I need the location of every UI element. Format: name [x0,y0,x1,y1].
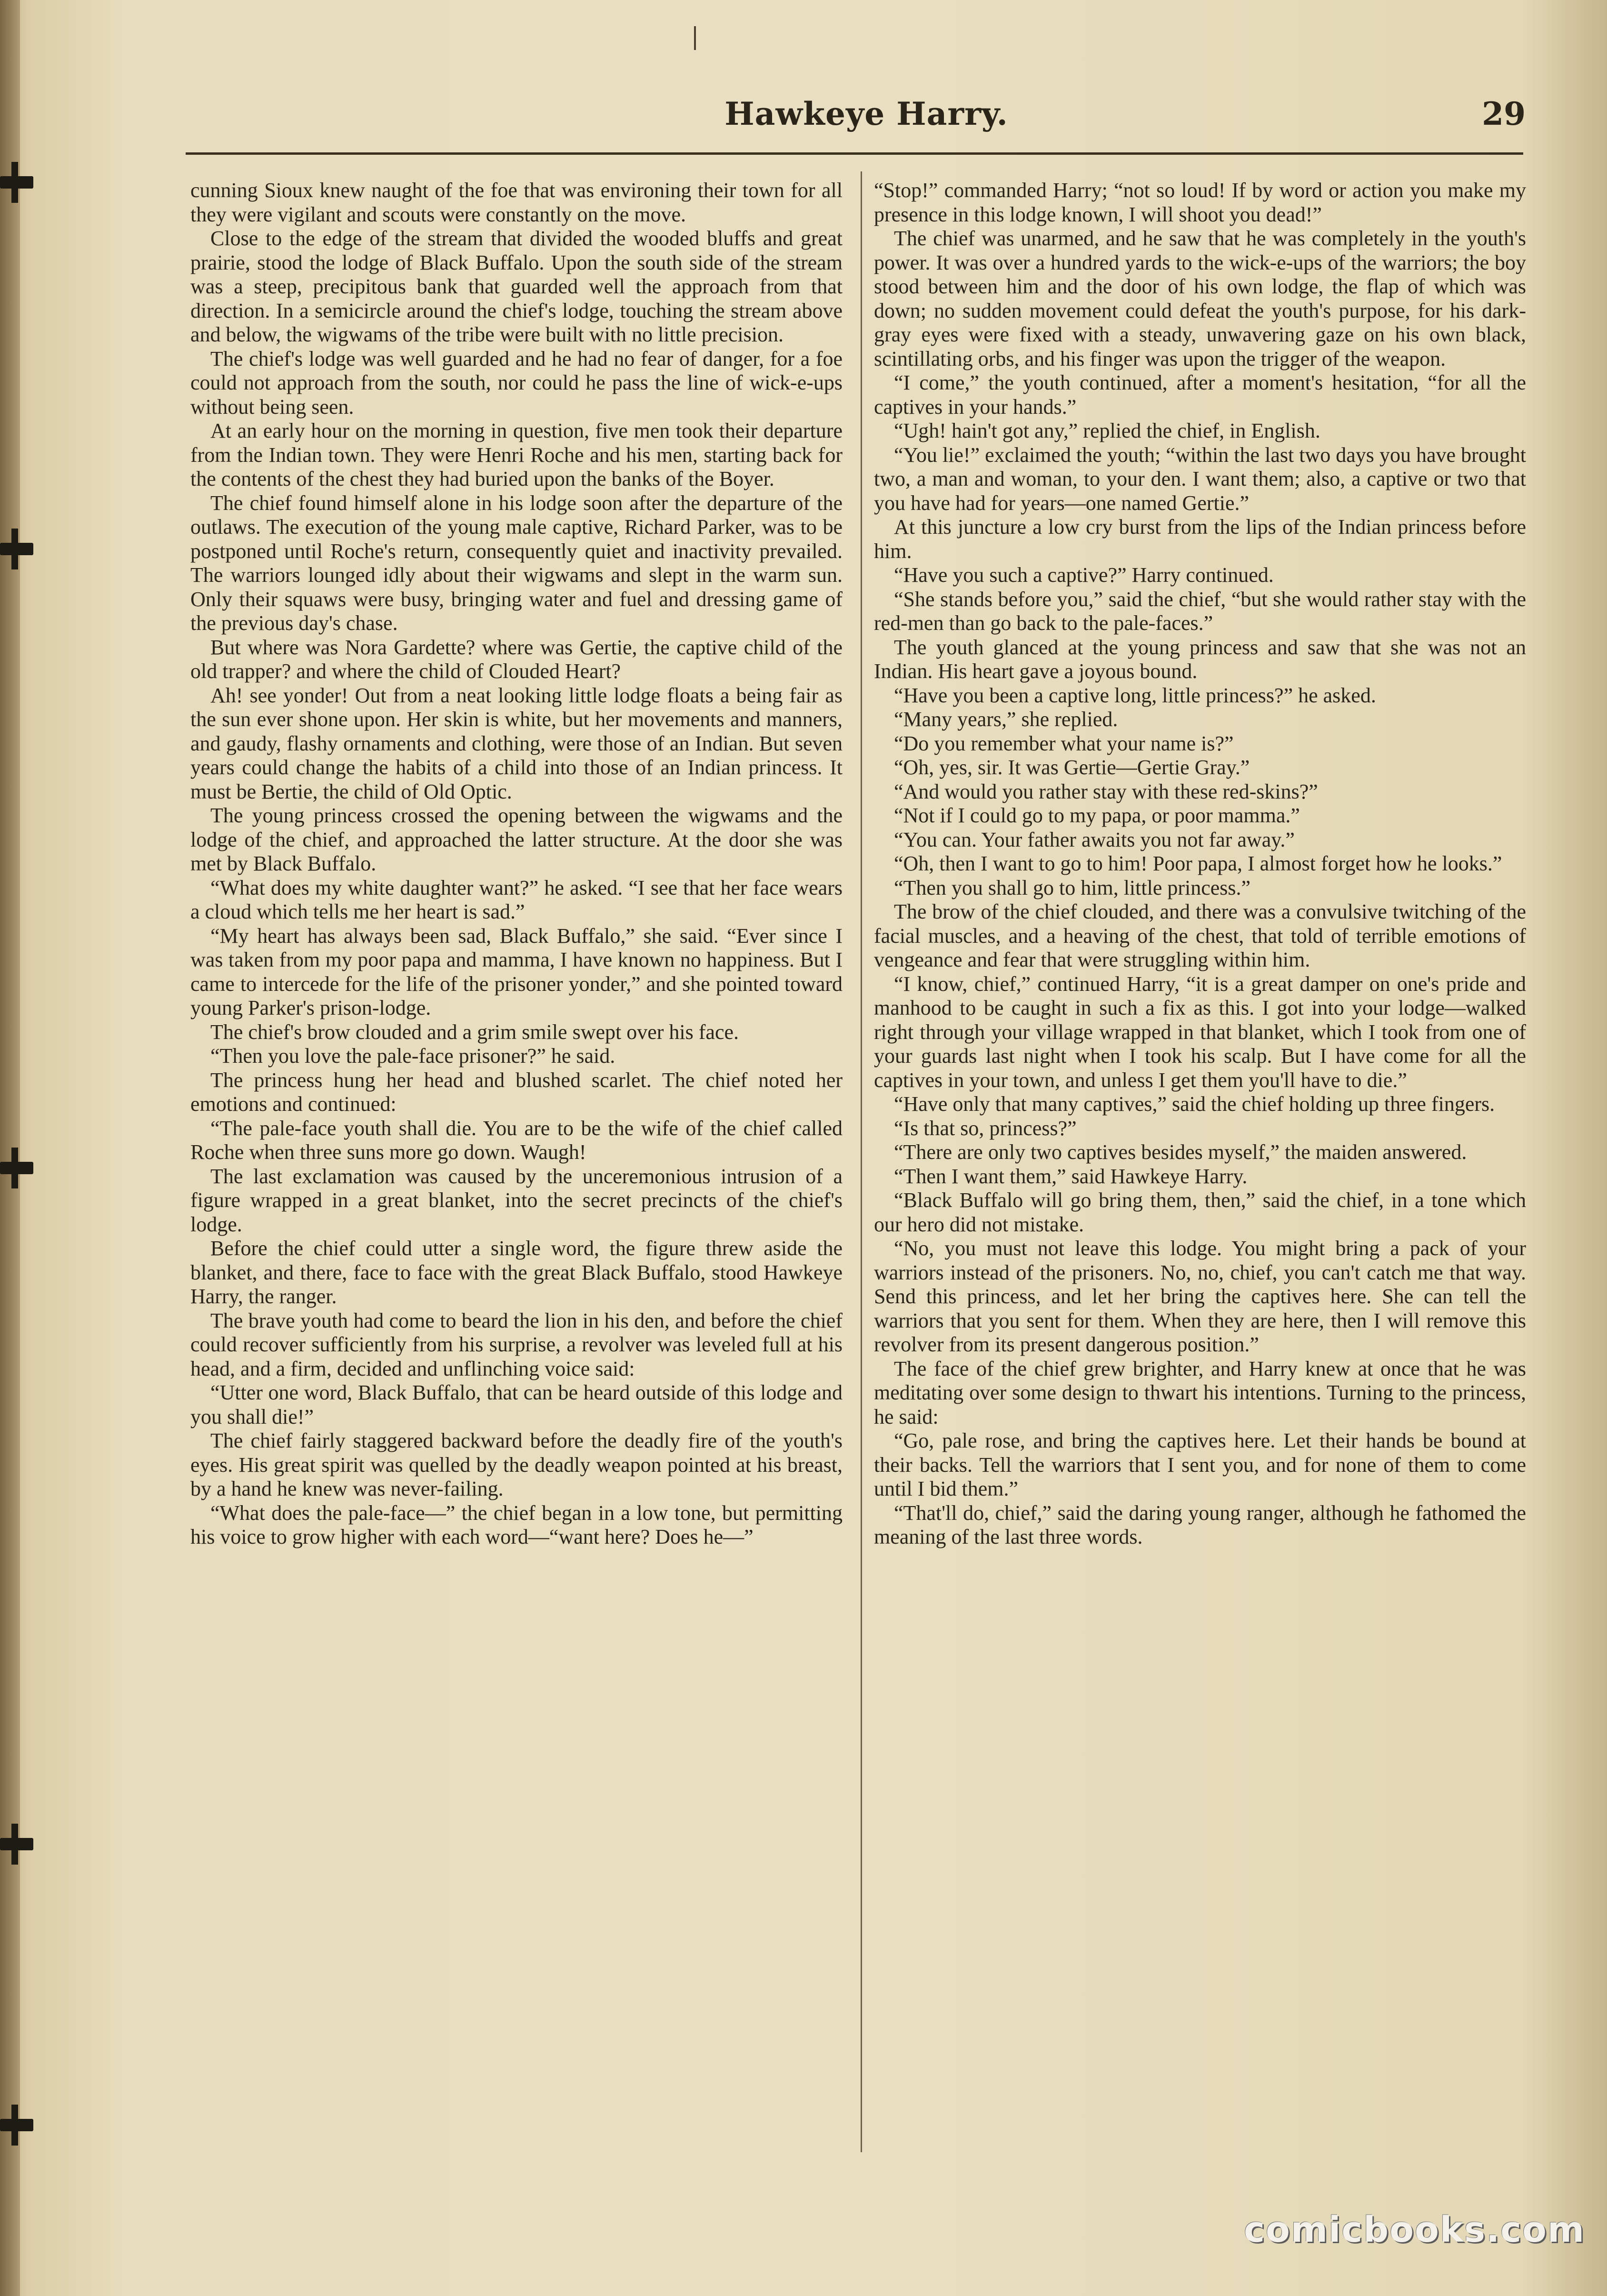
paragraph: “No, you must not leave this lodge. You might bring a pack of your warriors instead of the prisoners. No, no, chief, you can't catch me that way. Send this princess, and let her bring the captives here. She can tell the warriors that you sent for them. When they are here, then I will remove this revolver from its present dangerous position.” [874,1237,1526,1356]
paragraph: “The pale-face youth shall die. You are to be the wife of the chief called Roche when three suns more go down. Waugh! [190,1116,843,1164]
paragraph: The princess hung her head and blushed scarlet. The chief noted her emotions and continued: [190,1068,843,1116]
watermark: comicbooks.com [1244,2209,1585,2250]
paragraph: The brow of the chief clouded, and there was a convulsive twitching of the facial muscles, and a heaving of the chest, that told of terrible emotions of vengeance and fear that were struggling within him. [874,900,1526,971]
paragraph: “And would you rather stay with these red-skins?” [894,779,1318,803]
paragraph: cunning Sioux knew naught of the foe that was environing their town for all they were vigilant and scouts were constantly on the move. [190,179,843,226]
paragraph: “Oh, yes, sir. It was Gertie—Gertie Gray.” [894,756,1250,779]
binding-stitch [0,1162,33,1174]
paragraph: The young princess crossed the opening between the wigwams and the lodge of the chief, and approached the latter structure. At the door she was met by Black Buffalo. [190,804,843,875]
paragraph: “Is that so, princess?” [894,1116,1077,1140]
paragraph: “Then you shall go to him, little princess.” [894,876,1251,899]
paragraph: Ah! see yonder! Out from a neat looking little lodge floats a being fair as the sun ever shone upon. Her skin is white, but her movements and manners, and gaudy, flashy ornaments and clothing, were those of an Indian. But seven years could change the habits of a child into those of an Indian princess. It must be Bertie, the child of Old Optic. [190,683,843,803]
paragraph: The last exclamation was caused by the unceremonious intrusion of a figure wrapped in a great blanket, into the secret precincts of the chief's lodge. [190,1164,843,1236]
running-head-title: Hawkeye Harry. [724,95,1008,132]
paragraph: “My heart has always been sad, Black Buffalo,” she said. “Ever since I was taken from my poor papa and mamma, I have known no happiness. But I came to intercede for the life of the prisoner yonder,” and she pointed toward young Parker's prison-lodge. [190,924,843,1019]
paragraph: Before the chief could utter a single word, the figure threw aside the blanket, and there, face to face with the great Black Buffalo, stood Hawkeye Harry, the ranger. [190,1237,843,1308]
paragraph: Close to the edge of the stream that divided the wooded bluffs and great prairie, stood the lodge of Black Buffalo. Upon the south side of the stream was a steep, precipitous bank that guarded well the approach from that direction. In a semicircle around the chief's lodge, touching the stream above and below, the wigwams of the tribe were built with no little precision. [190,227,843,346]
paragraph: “Then you love the pale-face prisoner?” he said. [210,1044,615,1068]
paragraph: “Ugh! hain't got any,” replied the chief, in English. [894,419,1320,442]
paragraph: “I know, chief,” continued Harry, “it is a great damper on one's pride and manhood to be caught in such a fix as this. I got into your lodge—walked right through your village wrapped in that blanket, which I took from one of your guards last night when I took his scalp. But I have come for all the captives in your town, and unless I get them you'll have to die.” [874,972,1526,1092]
left-text-column [190,179,843,2159]
paragraph: The youth glanced at the young princess and saw that she was not an Indian. His heart gave a joyous bound. [874,635,1526,683]
paragraph: At an early hour on the morning in question, five men took their departure from the Indian town. They were Henri Roche and his men, starting back for the contents of the chest they had buried upon the banks of the Boyer. [190,419,843,490]
paragraph: “Stop!” commanded Harry; “not so loud! If by word or action you make my presence in this lodge known, I will shoot you dead!” [874,179,1526,226]
column-divider [861,171,862,2152]
paragraph: “Oh, then I want to go to him! Poor papa, I almost forget how he looks.” [894,852,1502,875]
header-rule [186,152,1523,155]
paragraph: The brave youth had come to beard the lion in his den, and before the chief could recover sufficiently from his surprise, a revolver was leveled full at his head, and a firm, decided and unflinching voice said: [190,1308,843,1380]
paragraph: “Then I want them,” said Hawkeye Harry. [894,1164,1248,1188]
paragraph: “Black Buffalo will go bring them, then,” said the chief, in a tone which our hero did not mistake. [874,1188,1526,1236]
binding-stitch [0,1838,33,1850]
paragraph: “Utter one word, Black Buffalo, that can be heard outside of this lodge and you shall die!” [190,1381,843,1428]
paragraph: The chief's lodge was well guarded and he had no fear of danger, for a foe could not approach from the south, nor could he pass the line of wick-e-ups without being seen. [190,347,843,419]
page-number: 29 [1482,95,1526,132]
paragraph: “You can. Your father awaits you not far away.” [894,828,1295,851]
paragraph: “Go, pale rose, and bring the captives here. Let their hands be bound at their backs. Tell the warriors that I sent you, and for none of them to come until I bid them.” [874,1429,1526,1500]
paragraph: The face of the chief grew brighter, and Harry knew at once that he was meditating over some design to thwart his intentions. Turning to the princess, he said: [874,1357,1526,1428]
paragraph: The chief's brow clouded and a grim smile swept over his face. [210,1020,739,1044]
binding-stitch [0,2119,33,2131]
paragraph: “She stands before you,” said the chief, “but she would rather stay with the red-men than go back to the pale-faces.” [874,587,1526,635]
paragraph: “Have only that many captives,” said the chief holding up three fingers. [894,1092,1495,1116]
binding-stitch [0,543,33,555]
paragraph: “What does my white daughter want?” he asked. “I see that her face wears a cloud which tells me her heart is sad.” [190,876,843,923]
paragraph: The chief fairly staggered backward before the deadly fire of the youth's eyes. His great spirit was quelled by the deadly weapon pointed at his breast, by a hand he knew was never-failing. [190,1429,843,1500]
print-mark [694,26,696,50]
paragraph: “That'll do, chief,” said the daring young ranger, although he fathomed the meaning of the last three words. [874,1501,1526,1548]
paragraph: The chief found himself alone in his lodge soon after the departure of the outlaws. The execution of the young male captive, Richard Parker, was to be postponed until Roche's return, consequently quiet and inactivity prevailed. The warriors lounged idly about their wigwams and slept in the warm sun. Only their squaws were busy, bringing water and fuel and dressing game of the previous day's chase. [190,491,843,635]
paragraph: “What does the pale-face—” the chief began in a low tone, but permitting his voice to grow higher with each word—“want here? Does he—” [190,1501,843,1548]
right-text-column [874,179,1526,2159]
paragraph: “Have you such a captive?” Harry continued. [894,563,1274,587]
binding-stitch [0,176,33,189]
paragraph: “You lie!” exclaimed the youth; “within the last two days you have brought two, a man and woman, to your den. I want them; also, a captive or two that you have had for years—one named Gertie.” [874,443,1526,515]
paragraph: “Do you remember what your name is?” [894,731,1234,755]
paragraph: But where was Nora Gardette? where was Gertie, the captive child of the old trapper? and where the child of Clouded Heart? [190,635,843,683]
paragraph: “Not if I could go to my papa, or poor mamma.” [894,804,1300,827]
paragraph: The chief was unarmed, and he saw that he was completely in the youth's power. It was over a hundred yards to the wick-e-ups of the warriors; the boy stood between him and the door of his own lodge, the flap of which was down; no sudden movement could defeat the youth's purpose, for his dark-gray eyes were fixed with a steady, unwavering gaze on his own black, scintillating orbs, and his finger was upon the trigger of the weapon. [874,227,1526,370]
paragraph: At this juncture a low cry burst from the lips of the Indian princess before him. [874,515,1526,563]
paragraph: “I come,” the youth continued, after a moment's hesitation, “for all the captives in your hands.” [874,371,1526,419]
paragraph: “Many years,” she replied. [894,708,1118,731]
paragraph: “There are only two captives besides myself,” the maiden answered. [894,1140,1467,1164]
paragraph: “Have you been a captive long, little princess?” he asked. [894,683,1376,707]
